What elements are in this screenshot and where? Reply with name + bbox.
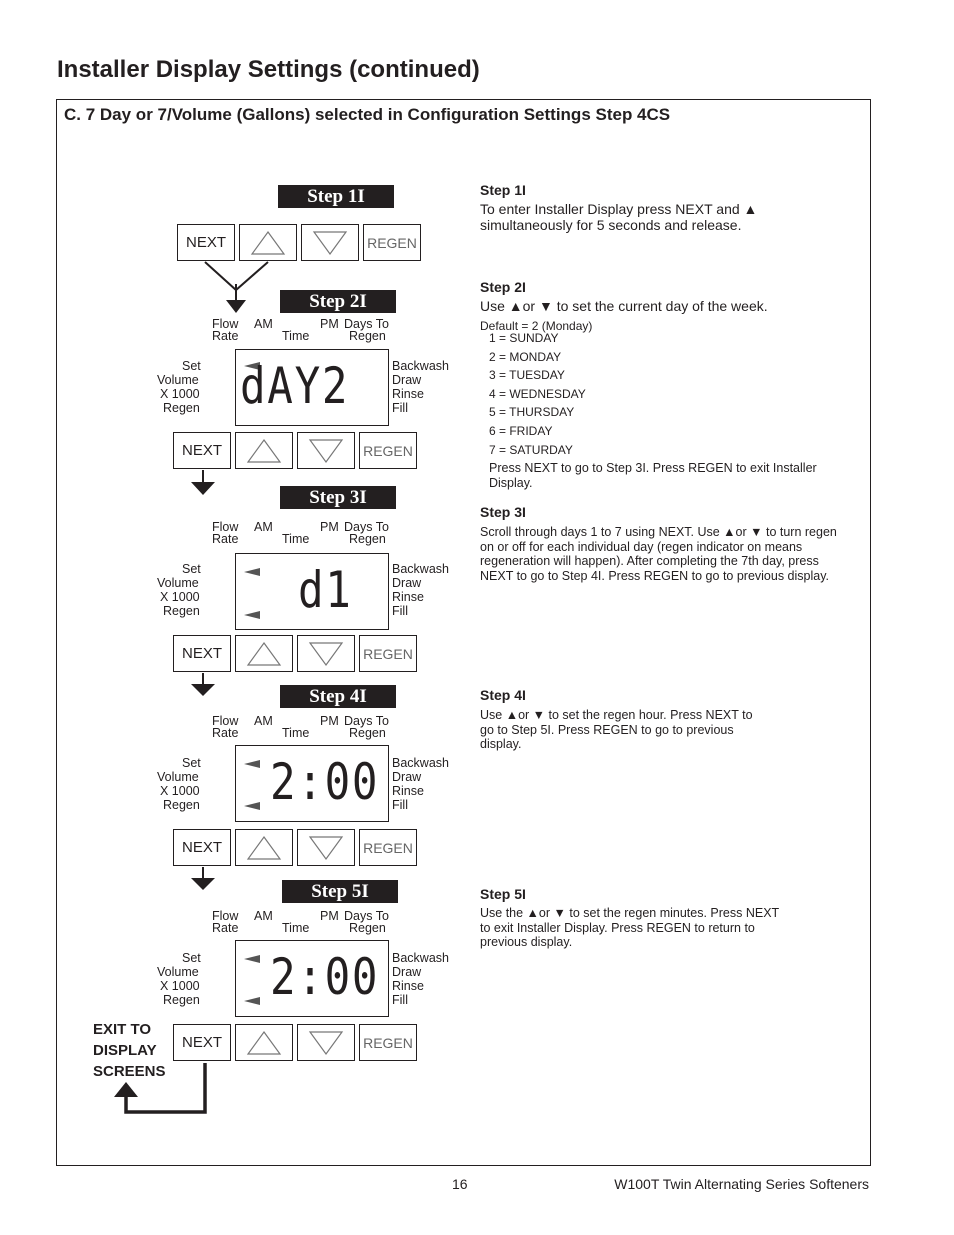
x1000-label: X 1000: [160, 387, 200, 401]
step-2i-text: Use ▲or ▼ to set the current day of the week.: [480, 298, 768, 314]
button-row-4: [173, 829, 421, 866]
flow-label: Flow: [212, 714, 239, 728]
down-arrow-icon: [308, 835, 344, 861]
step-2i-default: Default = 2 (Monday): [480, 319, 593, 333]
page-title: Installer Display Settings (continued): [57, 56, 480, 83]
list-item: 6 = FRIDAY: [489, 423, 553, 438]
am-label: AM: [254, 909, 273, 923]
down-button[interactable]: [301, 224, 359, 261]
set-label: Set: [182, 359, 201, 373]
x1000-label: X 1000: [160, 590, 200, 604]
up-arrow-icon: [246, 835, 282, 861]
draw-label: Draw: [392, 770, 422, 784]
backwash-label: Backwash: [392, 951, 449, 965]
x1000-label: X 1000: [160, 784, 200, 798]
regen-top-label: Regen: [349, 726, 386, 740]
lcd-display-text: 2:00: [270, 753, 380, 811]
backwash-label: Backwash: [392, 562, 449, 576]
arrow-head-4: [191, 878, 215, 890]
set-label: Set: [182, 756, 201, 770]
draw-label: Draw: [392, 965, 422, 979]
set-label: Set: [182, 951, 201, 965]
volume-label: Volume: [157, 373, 199, 387]
set-label: Set: [182, 562, 201, 576]
regen-button[interactable]: REGEN: [363, 224, 421, 261]
step-4i-text: Use ▲or ▼ to set the regen hour. Press NEXT to go to Step 5I. Press REGEN to go to previous display.: [480, 708, 753, 752]
lcd-display-text: dAY2: [240, 357, 350, 415]
flow-label: Flow: [212, 317, 239, 331]
step-1i-badge: Step 1I: [278, 185, 394, 208]
volume-label: Volume: [157, 576, 199, 590]
lcd-screen: [235, 553, 389, 630]
list-item: 4 = WEDNESDAY: [489, 386, 586, 401]
button-row-5: [173, 1024, 421, 1061]
step-3i-title: Step 3I: [480, 504, 526, 520]
down-button[interactable]: [297, 635, 355, 672]
step-1i-title: Step 1I: [480, 182, 526, 198]
arrow-head-1: [226, 300, 246, 313]
button-row-1: [177, 224, 425, 261]
backwash-label: Backwash: [392, 359, 449, 373]
rate-label: Rate: [212, 921, 239, 935]
exit-label-line: EXIT TO: [93, 1021, 152, 1038]
volume-label: Volume: [157, 770, 199, 784]
down-button[interactable]: [297, 432, 355, 469]
up-arrow-icon: [246, 641, 282, 667]
lcd-screen: [235, 349, 389, 426]
step-1i-text: To enter Installer Display press NEXT and ▲ simultaneously for 5 seconds and release.: [480, 201, 758, 233]
step-4i-title: Step 4I: [480, 687, 526, 703]
down-button[interactable]: [297, 829, 355, 866]
time-label: Time: [282, 921, 310, 935]
draw-label: Draw: [392, 576, 422, 590]
footer-title: W100T Twin Alternating Series Softeners: [614, 1176, 869, 1192]
list-item: 2 = MONDAY: [489, 349, 562, 364]
set-indicator: [244, 568, 260, 576]
regen-button[interactable]: REGEN: [359, 432, 417, 469]
time-label: Time: [282, 532, 310, 546]
set-indicator: [244, 760, 260, 768]
button-row-3: [173, 635, 421, 672]
set-indicator: [244, 955, 260, 963]
exit-label-line: DISPLAY: [93, 1042, 157, 1059]
list-item: 5 = THURSDAY: [489, 405, 575, 420]
section-heading: C. 7 Day or 7/Volume (Gallons) selected in Configuration Settings Step 4CS: [64, 105, 671, 124]
regen-left-label: Regen: [163, 604, 200, 618]
x1000-label: X 1000: [160, 979, 200, 993]
lcd-screen: [235, 940, 389, 1017]
rinse-label: Rinse: [392, 590, 424, 604]
up-arrow-icon: [250, 230, 286, 256]
days-to-label: Days To: [344, 714, 389, 728]
pm-label: PM: [320, 317, 339, 331]
exit-label-line: SCREENS: [93, 1063, 166, 1080]
pm-label: PM: [320, 520, 339, 534]
step-5i-badge: Step 5I: [282, 880, 398, 903]
up-button[interactable]: [235, 829, 293, 866]
regen-left-label: Regen: [163, 401, 200, 415]
rate-label: Rate: [212, 726, 239, 740]
arrow-head-2: [191, 482, 215, 495]
am-label: AM: [254, 520, 273, 534]
lcd-screen: [235, 745, 389, 822]
days-to-label: Days To: [344, 317, 389, 331]
step-2i-title: Step 2I: [480, 279, 526, 295]
next-button[interactable]: NEXT: [173, 829, 231, 866]
fill-label: Fill: [392, 604, 408, 618]
step-3i-badge: Step 3I: [280, 486, 396, 509]
up-button[interactable]: [235, 432, 293, 469]
rate-label: Rate: [212, 329, 239, 343]
up-button[interactable]: [235, 635, 293, 672]
pm-label: PM: [320, 714, 339, 728]
rinse-label: Rinse: [392, 387, 424, 401]
regen-top-label: Regen: [349, 532, 386, 546]
page-number: 16: [452, 1176, 468, 1192]
am-label: AM: [254, 714, 273, 728]
step-2i-badge: Step 2I: [280, 290, 396, 313]
step-2i-note: Press NEXT to go to Step 3I. Press REGEN to exit Installer Display.: [489, 461, 817, 490]
down-arrow-icon: [308, 438, 344, 464]
flow-label: Flow: [212, 909, 239, 923]
down-button[interactable]: [297, 1024, 355, 1061]
list-item: 7 = SATURDAY: [489, 442, 573, 457]
time-label: Time: [282, 726, 310, 740]
time-label: Time: [282, 329, 310, 343]
down-arrow-icon: [312, 230, 348, 256]
list-item: 1 = SUNDAY: [489, 331, 559, 345]
volume-label: Volume: [157, 965, 199, 979]
flow-label: Flow: [212, 520, 239, 534]
regen-left-label: Regen: [163, 993, 200, 1007]
lcd-display-text: d1: [298, 561, 353, 619]
fill-label: Fill: [392, 993, 408, 1007]
next-button[interactable]: NEXT: [173, 432, 231, 469]
exit-label: [93, 1019, 166, 1082]
next-button[interactable]: NEXT: [173, 635, 231, 672]
exit-arrow-head: [114, 1082, 138, 1097]
days-to-label: Days To: [344, 520, 389, 534]
regen-button[interactable]: REGEN: [359, 1024, 417, 1061]
button-row-2: [173, 432, 421, 469]
arrow-head-3: [191, 684, 215, 696]
step-4i-badge: Step 4I: [280, 685, 396, 708]
fill-label: Fill: [392, 798, 408, 812]
backwash-label: Backwash: [392, 756, 449, 770]
regen-top-label: Regen: [349, 329, 386, 343]
up-button[interactable]: [235, 1024, 293, 1061]
rinse-label: Rinse: [392, 979, 424, 993]
next-button[interactable]: NEXT: [177, 224, 235, 261]
up-arrow-icon: [246, 1030, 282, 1056]
up-button[interactable]: [239, 224, 297, 261]
draw-label: Draw: [392, 373, 422, 387]
down-arrow-icon: [308, 641, 344, 667]
regen-button[interactable]: REGEN: [359, 635, 417, 672]
step-3i-text: Scroll through days 1 to 7 using NEXT. Use ▲or ▼ to turn regen on or off for each individual day (regen indicator on means regeneration will happen). After completing the 7th day, press NEXT to go to Step 4I. Press REGEN to go to previous display.: [480, 525, 837, 583]
step-5i-text: Use the ▲or ▼ to set the regen minutes. Press NEXT to exit Installer Display. Press REGEN to return to previous display.: [480, 906, 779, 950]
regen-button[interactable]: REGEN: [359, 829, 417, 866]
regen-left-label: Regen: [163, 798, 200, 812]
rinse-label: Rinse: [392, 784, 424, 798]
lcd-display-text: 2:00: [270, 948, 380, 1006]
days-to-label: Days To: [344, 909, 389, 923]
day-list: [489, 329, 586, 459]
down-arrow-icon: [308, 1030, 344, 1056]
regen-indicator: [244, 611, 260, 619]
pm-label: PM: [320, 909, 339, 923]
regen-top-label: Regen: [349, 921, 386, 935]
next-button[interactable]: NEXT: [173, 1024, 231, 1061]
rate-label: Rate: [212, 532, 239, 546]
regen-indicator: [244, 997, 260, 1005]
fill-label: Fill: [392, 401, 408, 415]
am-label: AM: [254, 317, 273, 331]
up-arrow-icon: [246, 438, 282, 464]
regen-indicator: [244, 802, 260, 810]
step-5i-title: Step 5I: [480, 886, 526, 902]
list-item: 3 = TUESDAY: [489, 368, 565, 383]
